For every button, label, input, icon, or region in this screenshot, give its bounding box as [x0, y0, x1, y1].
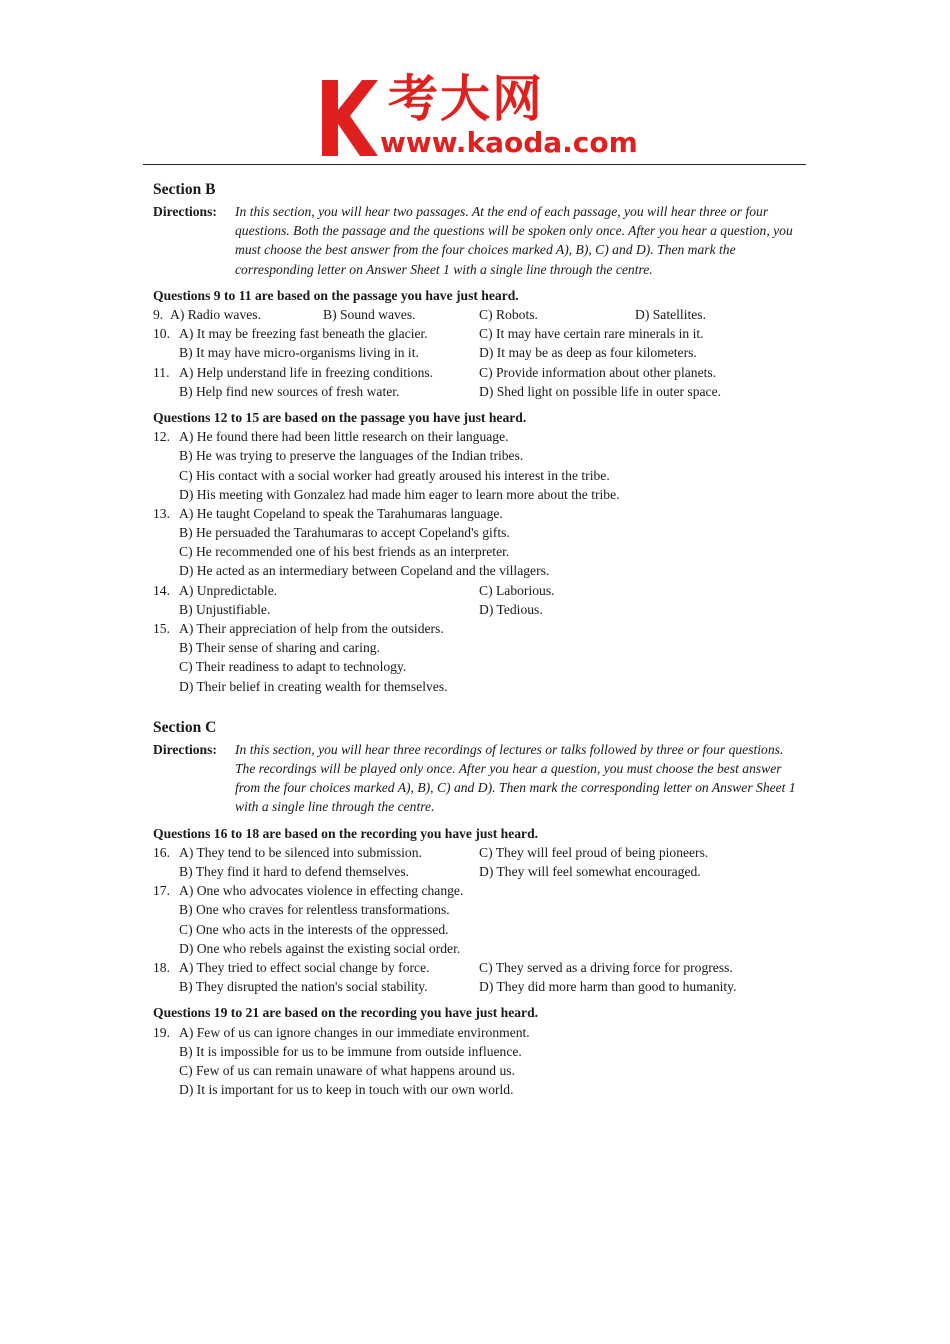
- option-b: B) It may have micro-organisms living in it.: [179, 345, 419, 361]
- section-c-directions: [153, 740, 801, 817]
- option-c: C) Laborious.: [479, 582, 555, 598]
- option-d: D) Satellites.: [635, 307, 706, 323]
- option-d: D) It is important for us to keep in touch with our own world.: [179, 1082, 514, 1098]
- question-number: 19.: [153, 1024, 170, 1040]
- option-c: C) One who acts in the interests of the oppressed.: [179, 921, 449, 937]
- question-17-b: [153, 900, 801, 919]
- question-9: [153, 305, 801, 324]
- option-b: B) They disrupted the nation's social stability.: [179, 979, 428, 995]
- site-logo: [318, 72, 648, 162]
- question-15-c: [153, 657, 801, 676]
- directions-label: Directions:: [153, 741, 217, 757]
- option-d: D) Tedious.: [479, 601, 543, 617]
- option-a: A) They tend to be silenced into submission.: [179, 844, 422, 860]
- question-12-d: [153, 485, 801, 504]
- option-b: B) Unjustifiable.: [179, 601, 271, 617]
- option-d: D) One who rebels against the existing social order.: [179, 940, 461, 956]
- option-d: D) He acted as an intermediary between Copeland and the villagers.: [179, 563, 550, 579]
- question-number: 16.: [153, 844, 170, 860]
- option-c: C) They will feel proud of being pioneers.: [479, 844, 709, 860]
- question-15-b: [153, 638, 801, 657]
- question-17-d: [153, 939, 801, 958]
- question-number: 9.: [153, 307, 164, 323]
- option-c: C) Provide information about other planets.: [479, 364, 717, 380]
- question-11-row2: [153, 382, 801, 401]
- section-b-directions: [153, 202, 801, 279]
- question-11: [153, 363, 801, 382]
- question-13-c: [153, 542, 801, 561]
- question-number: 11.: [153, 364, 170, 380]
- question-19-c: [153, 1061, 801, 1080]
- question-18-row2: [153, 977, 801, 996]
- option-b: B) Their sense of sharing and caring.: [179, 640, 380, 656]
- option-a: A) One who advocates violence in effecting change.: [179, 883, 464, 899]
- option-c: C) Their readiness to adapt to technology.: [179, 659, 407, 675]
- option-a: A) He taught Copeland to speak the Tarahumaras language.: [179, 505, 503, 521]
- option-d: D) It may be as deep as four kilometers.: [479, 345, 697, 361]
- question-number: 14.: [153, 582, 170, 598]
- option-d: D) They will feel somewhat encouraged.: [479, 863, 701, 879]
- question-17-c: [153, 920, 801, 939]
- directions-text: In this section, you will hear three recordings of lectures or talks followed by three or four questions. The recordings will be played only once. After you hear a question, you must choose the best answer from the four choices marked A), B), C) and D). Then mark the corresponding letter on Answer Sheet 1 with a single line through the centre.: [235, 741, 796, 815]
- option-c: C) Robots.: [479, 307, 538, 323]
- question-number: 13.: [153, 505, 170, 521]
- question-16: [153, 843, 801, 862]
- option-d: D) Their belief in creating wealth for themselves.: [179, 678, 448, 694]
- question-14-row2: [153, 600, 801, 619]
- question-19: [153, 1023, 801, 1042]
- option-a: A) It may be freezing fast beneath the glacier.: [179, 326, 428, 342]
- question-group-heading: Questions 12 to 15 are based on the passage you have just heard.: [153, 409, 527, 425]
- question-16-row2: [153, 862, 801, 881]
- directions-text: In this section, you will hear two passages. At the end of each passage, you will hear three or four questions. Both the passage and the questions will be spoken only once. After you hear a question, you must choose the best answer from the four choices marked A), B), C) and D). Then mark the corresponding letter on Answer Sheet 1 with a single line through the centre.: [235, 204, 793, 277]
- question-10-row2: [153, 343, 801, 362]
- question-19-d: [153, 1080, 801, 1099]
- option-c: C) They served as a driving force for progress.: [479, 959, 733, 975]
- option-a: A) He found there had been little research on their language.: [179, 429, 509, 445]
- option-b: B) He persuaded the Tarahumaras to accept Copeland's gifts.: [179, 525, 510, 541]
- question-15-d: [153, 677, 801, 696]
- option-d: D) They did more harm than good to humanity.: [479, 979, 737, 995]
- option-d: D) Shed light on possible life in outer space.: [479, 383, 721, 399]
- directions-label: Directions:: [153, 204, 217, 219]
- logo-chinese-text: 考大网: [388, 70, 544, 128]
- question-number: 12.: [153, 429, 170, 445]
- section-spacer: [153, 696, 801, 718]
- option-c: C) It may have certain rare minerals in it.: [479, 326, 704, 342]
- question-12: [153, 427, 801, 446]
- question-17: [153, 881, 801, 900]
- option-b: B) Help find new sources of fresh water.: [179, 383, 400, 399]
- question-number: 17.: [153, 883, 170, 899]
- option-c: C) Few of us can remain unaware of what happens around us.: [179, 1062, 515, 1078]
- question-13-b: [153, 523, 801, 542]
- question-group-heading: Questions 9 to 11 are based on the passage you have just heard.: [153, 287, 519, 303]
- question-12-b: [153, 446, 801, 465]
- option-c: C) His contact with a social worker had greatly aroused his interest in the tribe.: [179, 467, 610, 483]
- option-b: B) Sound waves.: [323, 307, 416, 323]
- header-divider: [143, 164, 806, 165]
- section-c-title: Section C: [153, 718, 217, 736]
- option-a: A) Radio waves.: [170, 307, 261, 323]
- section-b-title: Section B: [153, 181, 216, 198]
- option-a: A) They tried to effect social change by force.: [179, 959, 430, 975]
- option-c: C) He recommended one of his best friends as an interpreter.: [179, 544, 510, 560]
- option-b: B) He was trying to preserve the languages of the Indian tribes.: [179, 448, 524, 464]
- question-number: 18.: [153, 959, 170, 975]
- question-12-c: [153, 466, 801, 485]
- option-b: B) It is impossible for us to be immune from outside influence.: [179, 1043, 522, 1059]
- option-b: B) They find it hard to defend themselves.: [179, 863, 410, 879]
- logo-url-text: www.kaoda.com: [380, 126, 638, 159]
- question-group-heading: Questions 19 to 21 are based on the recording you have just heard.: [153, 1005, 539, 1021]
- question-19-b: [153, 1042, 801, 1061]
- question-14: [153, 581, 801, 600]
- option-b: B) One who craves for relentless transformations.: [179, 902, 450, 918]
- option-a: A) Unpredictable.: [179, 582, 278, 598]
- question-group-heading: Questions 16 to 18 are based on the recording you have just heard.: [153, 825, 539, 841]
- question-13-d: [153, 561, 801, 580]
- option-a: A) Few of us can ignore changes in our immediate environment.: [179, 1024, 530, 1040]
- exam-content: [153, 180, 801, 1099]
- question-18: [153, 958, 801, 977]
- question-13: [153, 504, 801, 523]
- option-a: A) Their appreciation of help from the outsiders.: [179, 621, 444, 637]
- k-logo-icon: [318, 78, 380, 158]
- question-number: 10.: [153, 326, 170, 342]
- question-15: [153, 619, 801, 638]
- question-10: [153, 324, 801, 343]
- option-a: A) Help understand life in freezing conditions.: [179, 364, 434, 380]
- question-number: 15.: [153, 621, 170, 637]
- option-d: D) His meeting with Gonzalez had made him eager to learn more about the tribe.: [179, 486, 620, 502]
